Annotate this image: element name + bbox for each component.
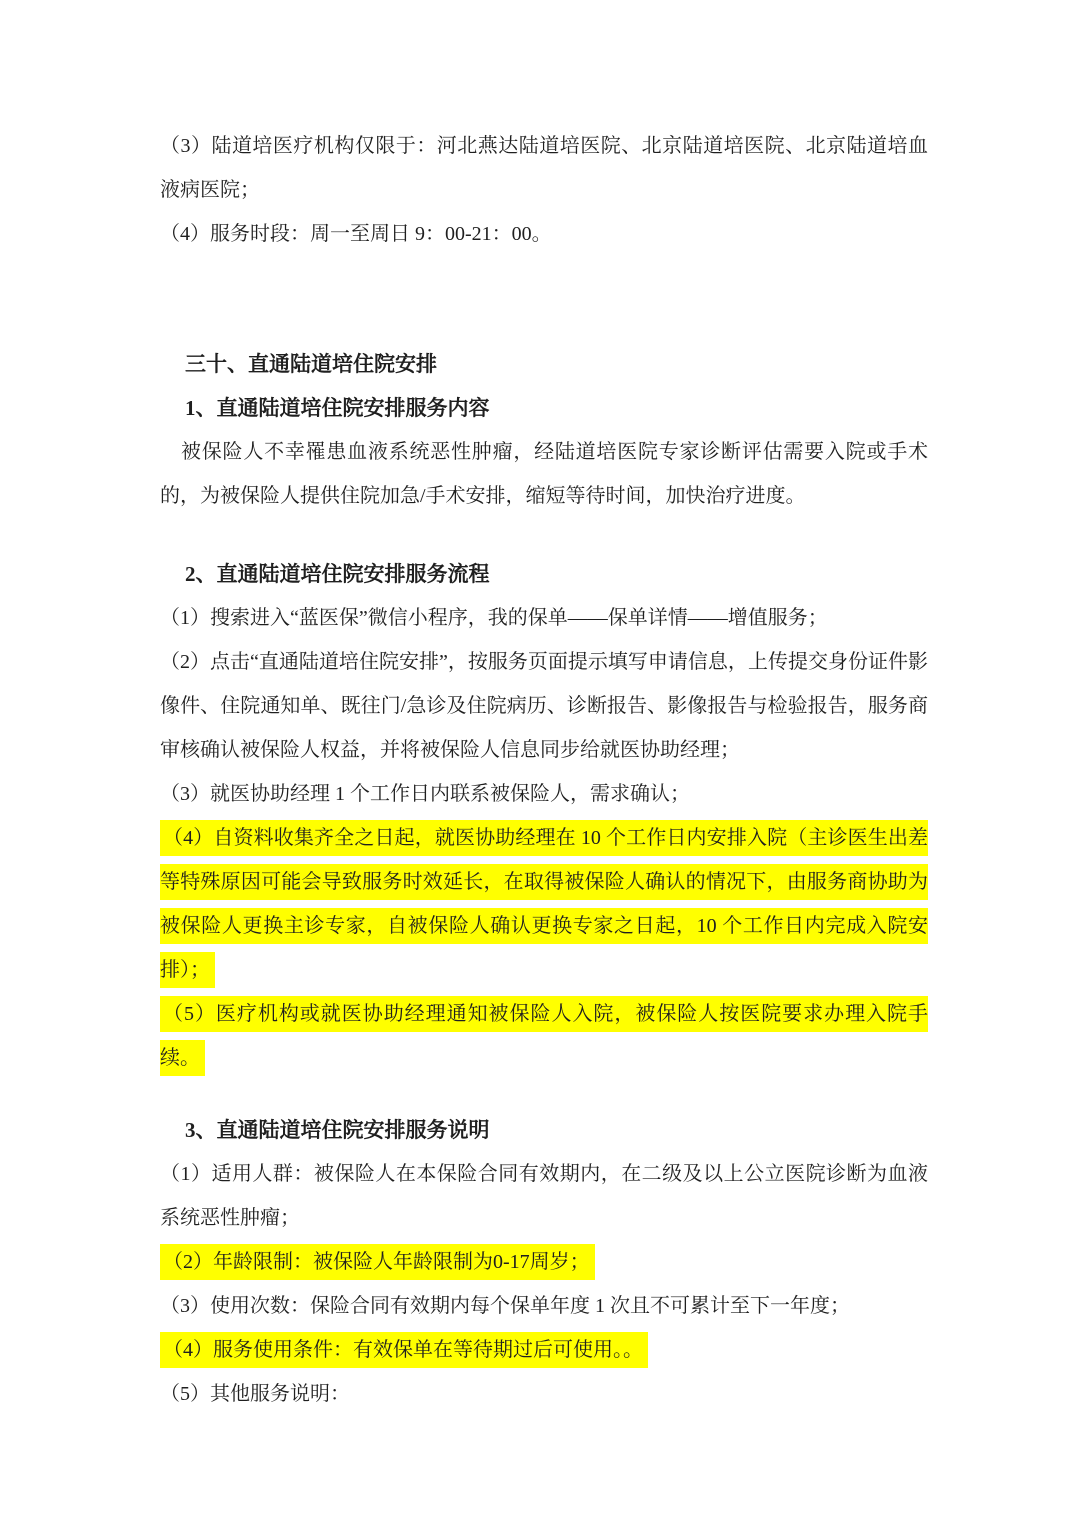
- section2-item-1: [160, 596, 928, 640]
- highlighted-text-run: （5）医疗机构或就医协助经理通知被保险人入院，被保险人按医院要求办理入院手续。: [160, 996, 928, 1076]
- text-run: （5）其他服务说明：: [160, 1383, 350, 1405]
- section1-title: [160, 386, 928, 430]
- section3-item-5: [160, 1372, 928, 1416]
- text-run: 3、直通陆道培住院安排服务说明: [185, 1118, 490, 1142]
- section3-item-4-highlighted: [160, 1328, 928, 1372]
- highlighted-text-run: （4）自资料收集齐全之日起，就医协助经理在 10 个工作日内安排入院（主诊医生出差等特殊原因可能会导致服务时效延长，在取得被保险人确认的情况下，由服务商协助为被保险人更换主诊专家，自被保险人确认更换专家之日起，10 个工作日内完成入院安排）；: [160, 820, 928, 988]
- text-run: 1、直通陆道培住院安排服务内容: [185, 396, 490, 420]
- section2-item-5-highlighted: [160, 992, 928, 1080]
- section2-item-3: [160, 772, 928, 816]
- text-run: （4）服务时段：周一至周日 9：00-21：00。: [160, 223, 552, 245]
- section3-item-2-highlighted: [160, 1240, 928, 1284]
- section3-title: [160, 1108, 928, 1152]
- text-run: （3）使用次数：保险合同有效期内每个保单年度 1 次且不可累计至下一年度；: [160, 1295, 850, 1317]
- text-run: （3）就医协助经理 1 个工作日内联系被保险人，需求确认；: [160, 783, 690, 805]
- section3-item-3: [160, 1284, 928, 1328]
- text-run: （3）陆道培医疗机构仅限于：河北燕达陆道培医院、北京陆道培医院、北京陆道培血液病医院；: [160, 135, 928, 201]
- section1-paragraph: [160, 430, 928, 518]
- text-run: 被保险人不幸罹患血液系统恶性肿瘤，经陆道培医院专家诊断评估需要入院或手术的，为被保险人提供住院加急/手术安排，缩短等待时间，加快治疗进度。: [160, 441, 928, 507]
- section2-title: [160, 552, 928, 596]
- text-run: 三十、直通陆道培住院安排: [185, 352, 437, 376]
- text-run: （1）搜索进入“蓝医保”微信小程序，我的保单——保单详情——增值服务；: [160, 607, 828, 629]
- section3-item-1: [160, 1152, 928, 1240]
- chapter-title: [160, 342, 928, 386]
- highlighted-text-run: （4）服务使用条件：有效保单在等待期过后可使用。。: [160, 1332, 648, 1368]
- text-run: （1）适用人群：被保险人在本保险合同有效期内，在二级及以上公立医院诊断为血液系统恶性肿瘤；: [160, 1163, 928, 1229]
- item-medical-institutions: [160, 124, 928, 212]
- section2-item-4-highlighted: [160, 816, 928, 992]
- item-service-hours: [160, 212, 928, 256]
- text-run: 2、直通陆道培住院安排服务流程: [185, 562, 490, 586]
- text-run: （2）点击“直通陆道培住院安排”，按服务页面提示填写申请信息，上传提交身份证件影像件、住院通知单、既往门/急诊及住院病历、诊断报告、影像报告与检验报告，服务商审核确认被保险人权益，并将被保险人信息同步给就医协助经理；: [160, 651, 928, 761]
- highlighted-text-run: （2）年龄限制：被保险人年龄限制为0-17周岁；: [160, 1244, 595, 1280]
- section2-item-2: [160, 640, 928, 772]
